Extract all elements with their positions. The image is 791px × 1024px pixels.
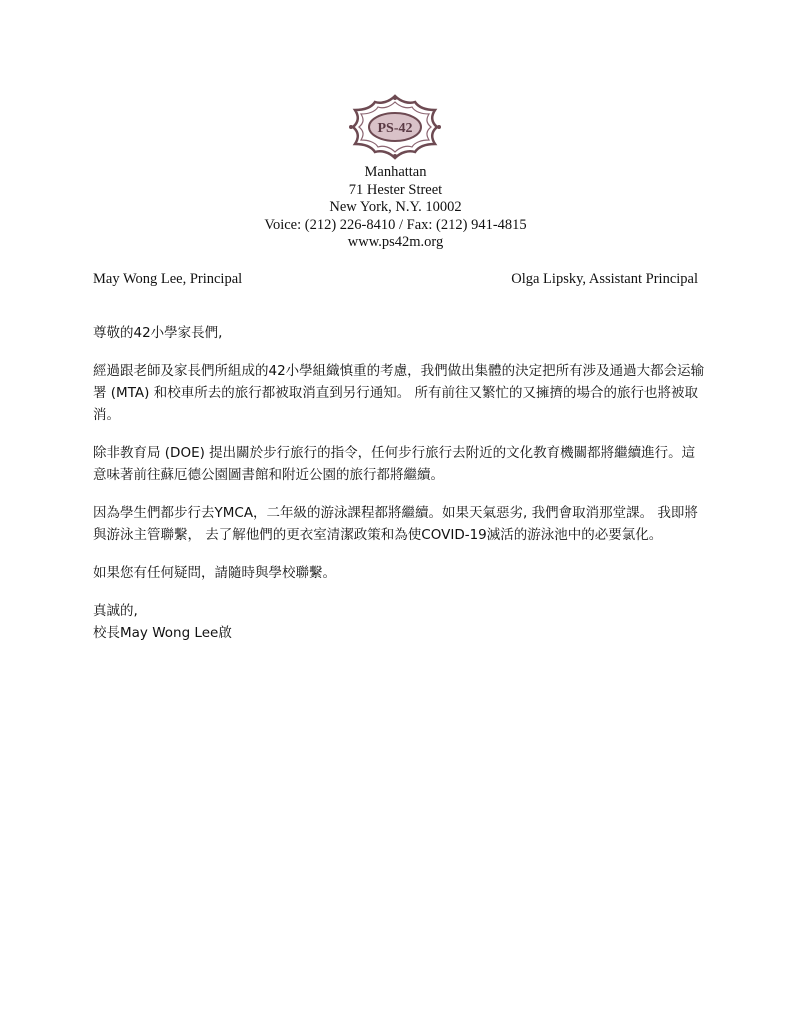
- paragraph-4: 如果您有任何疑問，請隨時與學校聯繫。: [93, 565, 336, 581]
- paragraph-3: 因為學生們都步行去YMCA，二年級的游泳課程都將繼續。如果天氣惡劣, 我們會取消那堂課。 我即將與游泳主管聯繫， 去了解他們的更衣室清潔政策和為使COVID-19滅活的游泳池中的必要氯化。: [93, 505, 698, 543]
- letterhead-phone-fax: Voice: (212) 226-8410 / Fax: (212) 941-4815: [264, 216, 527, 233]
- letterhead-street: 71 Hester Street: [348, 181, 443, 198]
- letterhead-website: www.ps42m.org: [347, 234, 444, 250]
- letterhead: [0, 164, 791, 252]
- letter-body: [93, 322, 705, 644]
- assistant-principal-name: Olga Lipsky, Assistant Principal: [511, 271, 698, 287]
- paragraph-1: 經過跟老師及家長們所組成的42小學組織慎重的考慮，我們做出集體的決定把所有涉及通過大都会运输署 (MTA) 和校車所去的旅行都被取消直到另行通知。 所有前往又繁忙的又擁擠的場合的旅行也將被取消。: [93, 363, 705, 423]
- school-logo: [345, 92, 445, 162]
- letterhead-city: New York, N.Y. 10002: [329, 199, 462, 215]
- logo-text: PS-42: [377, 121, 413, 136]
- paragraph-2: 除非教育局 (DOE) 提出關於步行旅行的指令，任何步行旅行去附近的文化教育機關都將繼續進行。這意味著前往蘇厄德公園圖書館和附近公園的旅行都將繼續。: [93, 445, 696, 483]
- closing: 真誠的,: [93, 603, 138, 619]
- principal-name: May Wong Lee, Principal: [93, 271, 243, 287]
- greeting: 尊敬的42小學家長們,: [93, 325, 223, 341]
- letterhead-borough: Manhattan: [364, 164, 427, 180]
- signature: 校長May Wong Lee啟: [93, 625, 232, 641]
